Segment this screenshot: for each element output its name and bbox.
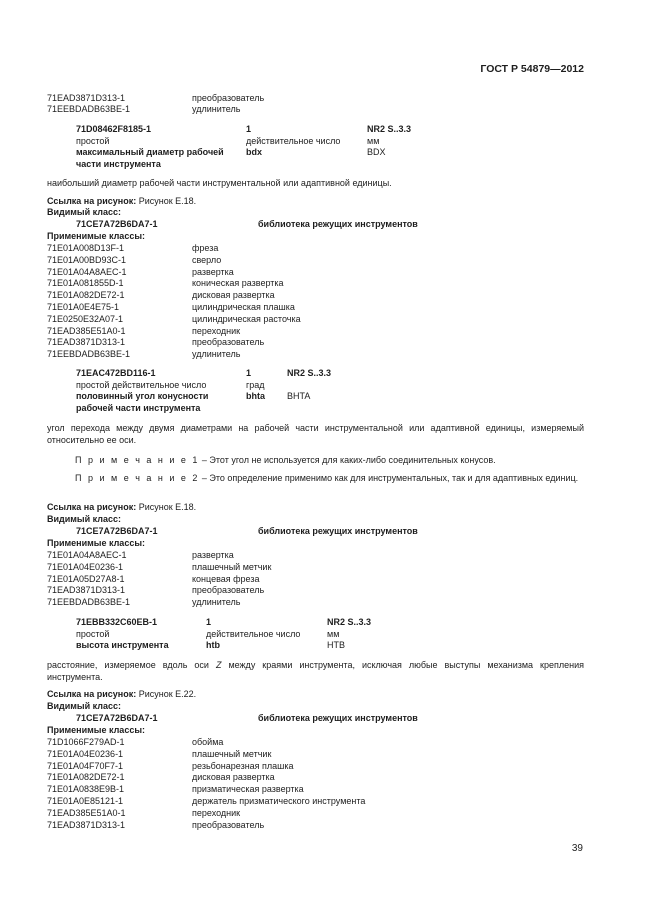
property-abbr: bhta <box>246 391 265 401</box>
class-row <box>47 737 224 748</box>
property-abbr: bdx <box>246 147 263 157</box>
property-type: действительное число <box>206 628 301 639</box>
note-label: П р и м е ч а н и е 1 <box>75 455 200 465</box>
class-row <box>47 819 265 831</box>
class-code: 71E01A081855D-1 <box>47 278 124 289</box>
class-row <box>47 278 284 289</box>
class-code: 71EEBDADB63BE-1 <box>47 104 131 114</box>
class-code: 71E01A082DE72-1 <box>47 772 125 783</box>
class-code: 71E01A0E85121-1 <box>47 796 124 806</box>
ref-value: Рисунок Е.22. <box>136 689 197 699</box>
property-definition: угол перехода между двумя диаметрами на рабочей части инструментальной или адаптивной единицы, измеряемый относительно ее оси. <box>47 423 584 445</box>
page-number: 39 <box>571 843 583 854</box>
note-text: – Это определение применимо как для инструментальных, так и для адаптивных единиц. <box>199 473 579 483</box>
class-name: фреза <box>192 243 219 253</box>
visible-class-code: 71CE7A72B6DA7-1 <box>76 713 158 723</box>
visible-class-label: Видимый класс: <box>47 207 121 217</box>
property-id: 71EBB332C60EB-1 <box>76 617 158 627</box>
note-2 <box>47 472 584 484</box>
class-name: призматическая развертка <box>192 784 304 795</box>
applicable-classes-label: Применимые классы: <box>47 231 146 241</box>
class-name: коническая развертка <box>192 278 284 289</box>
class-name: дисковая развертка <box>192 772 275 783</box>
property-abbr-upper: BHTA <box>287 391 311 401</box>
class-row <box>47 772 275 783</box>
class-row <box>47 93 265 104</box>
class-row <box>47 784 304 795</box>
class-name: преобразователь <box>192 585 265 596</box>
class-code: 71EAD3871D313-1 <box>47 585 126 596</box>
class-name: преобразователь <box>192 93 265 103</box>
class-name: удлинитель <box>192 104 241 114</box>
property-kind: простой <box>76 628 110 639</box>
class-name: преобразователь <box>192 337 265 348</box>
class-code: 71E01A04E0236-1 <box>47 561 124 572</box>
property-number: 1 <box>246 368 252 378</box>
class-row <box>47 796 366 807</box>
class-name: плашечный метчик <box>192 561 272 572</box>
axis-symbol: Z <box>215 660 222 670</box>
class-code: 71EAD3871D313-1 <box>47 337 126 348</box>
class-row <box>47 104 241 115</box>
class-code: 71EAD385E51A0-1 <box>47 807 126 818</box>
class-row <box>47 254 222 266</box>
note-label: П р и м е ч а н и е 2 <box>75 473 200 483</box>
property-name: половинный угол конусности <box>76 391 209 401</box>
class-code: 71E01A04A8AEC-1 <box>47 266 127 277</box>
ref-value: Рисунок Е.18. <box>136 502 197 512</box>
property-block-2 <box>76 368 332 414</box>
class-code: 71EAD385E51A0-1 <box>47 325 126 336</box>
class-code: 71E01A04A8AEC-1 <box>47 550 127 560</box>
property-kind: простой <box>76 135 110 146</box>
visible-class-code: 71CE7A72B6DA7-1 <box>76 219 158 229</box>
class-row <box>47 573 260 585</box>
property-name: максимальный диаметр рабочей <box>76 147 224 157</box>
property-definition: наибольший диаметр рабочей части инструментальной или адаптивной единицы. <box>47 178 392 188</box>
class-name: сверло <box>192 254 222 265</box>
class-name: цилиндрическая расточка <box>192 313 301 324</box>
property-ref: NR2 S..3.3 <box>327 617 372 627</box>
class-name: удлинитель <box>192 349 241 360</box>
ref-value: Рисунок Е.18. <box>136 196 197 206</box>
class-code: 71EAD3871D313-1 <box>47 819 126 830</box>
property-abbr-upper: HTB <box>327 640 345 650</box>
class-code: 71E01A082DE72-1 <box>47 290 125 301</box>
class-name: концевая фреза <box>192 573 260 584</box>
class-name: развертка <box>192 266 234 277</box>
class-row <box>47 290 275 301</box>
class-code: 71E0250E32A07-1 <box>47 313 124 324</box>
class-row <box>47 325 241 337</box>
class-row <box>47 550 234 561</box>
ref-label: Ссылка на рисунок: <box>47 502 137 512</box>
class-code: 71EAD3871D313-1 <box>47 93 126 103</box>
class-row <box>47 585 265 596</box>
class-name: переходник <box>192 807 241 818</box>
property-number: 1 <box>246 124 252 134</box>
visible-class-code: 71CE7A72B6DA7-1 <box>76 526 158 536</box>
class-name: цилиндрическая плашка <box>192 302 295 312</box>
note-1 <box>47 454 584 466</box>
property-number: 1 <box>206 617 212 627</box>
class-code: 71E01A0E4E75-1 <box>47 302 120 312</box>
property-name: высота инструмента <box>76 640 169 650</box>
ref-label: Ссылка на рисунок: <box>47 196 137 206</box>
class-name: дисковая развертка <box>192 290 275 301</box>
class-name: переходник <box>192 325 241 336</box>
visible-class-row <box>76 219 418 229</box>
class-code: 71E01A05D27A8-1 <box>47 573 125 584</box>
property-unit: мм <box>327 628 340 639</box>
class-row <box>47 313 301 325</box>
class-row <box>47 597 241 608</box>
property-definition: расстояние, измеряемое вдоль оси Z между краями инструмента, исключая любые выступы механизма крепления инструмента. <box>47 660 584 682</box>
document-header: ГОСТ Р 54879—2012 <box>480 63 584 75</box>
class-name: преобразователь <box>192 819 265 830</box>
class-row <box>47 302 295 313</box>
class-name: обойма <box>192 737 224 747</box>
class-row <box>47 748 272 760</box>
visible-class-name: библиотека режущих инструментов <box>258 219 418 229</box>
applicable-classes-label: Применимые классы: <box>47 725 146 735</box>
class-code: 71E01A04E0236-1 <box>47 748 124 759</box>
class-code: 71EEBDADB63BE-1 <box>47 597 131 608</box>
property-abbr: htb <box>206 640 220 650</box>
property-unit: мм <box>367 135 380 146</box>
figure-reference <box>47 689 196 700</box>
visible-class-label: Видимый класс: <box>47 514 121 524</box>
property-type: действительное число <box>246 135 341 146</box>
property-unit: град <box>246 379 265 390</box>
property-block-3 <box>76 617 372 652</box>
visible-class-name: библиотека режущих инструментов <box>258 713 418 723</box>
class-code: 71D1066F279AD-1 <box>47 737 125 747</box>
class-code: 71EEBDADB63BE-1 <box>47 349 131 360</box>
figure-reference <box>47 502 196 513</box>
ref-label: Ссылка на рисунок: <box>47 689 137 699</box>
class-name: развертка <box>192 550 234 560</box>
class-code: 71E01A04F70F7-1 <box>47 760 124 771</box>
class-name: держатель призматического инструмента <box>192 796 366 806</box>
class-row <box>47 760 294 772</box>
class-code: 71E01A0838E9B-1 <box>47 784 125 795</box>
class-row <box>47 561 272 573</box>
property-id: 71EAC472BD116-1 <box>76 368 156 378</box>
class-row <box>47 349 241 360</box>
property-block-1 <box>76 124 412 170</box>
property-ref: NR2 S..3.3 <box>287 368 332 378</box>
figure-reference <box>47 196 196 207</box>
class-row <box>47 807 241 819</box>
property-id: 71D08462F8185-1 <box>76 124 152 134</box>
property-name-cont: части инструмента <box>76 158 161 169</box>
visible-class-label: Видимый класс: <box>47 701 121 711</box>
visible-class-row <box>76 526 418 536</box>
class-row <box>47 337 265 348</box>
class-code: 71E01A008D13F-1 <box>47 243 125 253</box>
property-name-cont: рабочей части инструмента <box>76 402 201 413</box>
class-name: удлинитель <box>192 597 241 608</box>
visible-class-name: библиотека режущих инструментов <box>258 526 418 536</box>
property-ref: NR2 S..3.3 <box>367 124 412 134</box>
note-text: – Этот угол не используется для каких-либо соединительных конусов. <box>199 455 496 465</box>
class-row <box>47 243 219 254</box>
property-abbr-upper: BDX <box>367 147 386 157</box>
class-name: резьбонарезная плашка <box>192 760 294 771</box>
applicable-classes-label: Применимые классы: <box>47 538 146 548</box>
class-row <box>47 266 234 278</box>
visible-class-row <box>76 713 418 723</box>
class-code: 71E01A00BD93C-1 <box>47 254 127 265</box>
property-kind: простой действительное число <box>76 379 207 390</box>
class-name: плашечный метчик <box>192 748 272 759</box>
